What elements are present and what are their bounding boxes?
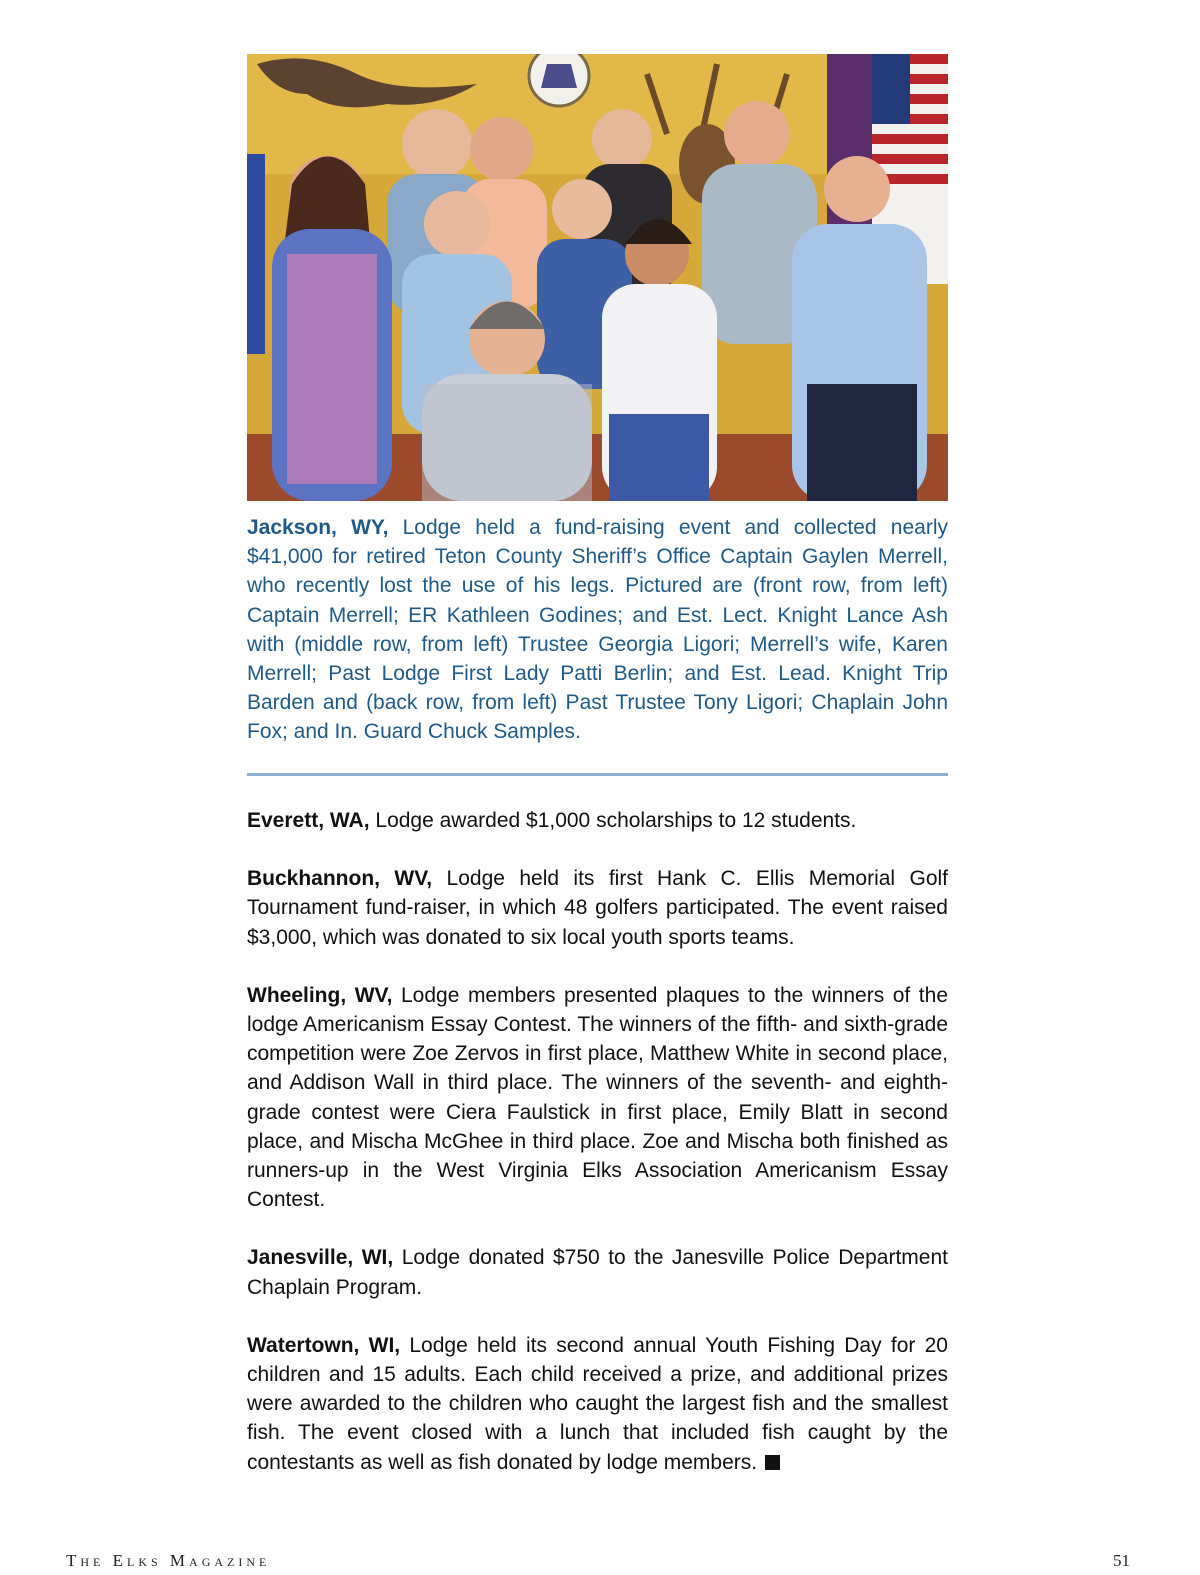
story-lead: Everett, WA, bbox=[247, 809, 370, 832]
caption-text: Lodge held a fund-raising event and collected nearly $41,000 for retired Teton County Sheriff’s Office Captain Gaylen Merrell, who recently lost the use of his legs. Pictured are (front row, from left) Captain Merrell; ER Kathleen Godines; and Est. Lect. Knight Lance Ash with (middle row, from left) Trustee Georgia Ligori; Merrell’s wife, Karen Merrell; Past Lodge First Lady Patti Berlin; and Est. Lead. Knight Trip Barden and (back row, from left) Past Trustee Tony Ligori; Chaplain John Fox; and In. Guard Chuck Samples. bbox=[247, 516, 948, 744]
section-divider bbox=[247, 773, 948, 776]
story-lead: Janesville, WI, bbox=[247, 1246, 394, 1270]
story-lead: Wheeling, WV, bbox=[247, 983, 393, 1007]
story-watertown bbox=[247, 1331, 948, 1477]
story-lead: Buckhannon, WV, bbox=[247, 867, 433, 891]
story-text: Lodge held its first Hank C. Ellis Memorial Golf Tournament fund-raiser, in which 48 golfers participated. The event raised $3,000, which was donated to six local youth sports teams. bbox=[247, 867, 949, 949]
story-lead: Watertown, WI, bbox=[247, 1333, 401, 1357]
story-janesville bbox=[247, 1243, 948, 1301]
group-photo-illustration bbox=[247, 54, 948, 501]
page-number: 51 bbox=[1113, 1551, 1130, 1570]
end-mark-icon bbox=[765, 1455, 780, 1470]
caption-lead: Jackson, WY, bbox=[247, 516, 389, 539]
story-text: Lodge members presented plaques to the winners of the lodge Americanism Essay Contest. The winners of the fifth- and sixth-grade competition were Zoe Zervos in first place, Matthew White in second place, and Addison Wall in third place. The winners of the seventh- and eighth-grade contest were Ciera Faulstick in first place, Emily Blatt in second place, and Mischa McGhee in third place. Zoe and Mischa both finished as runners-up in the West Virginia Elks Association Americanism Essay Contest. bbox=[247, 983, 949, 1212]
story-wheeling bbox=[247, 981, 948, 1215]
magazine-title: The Elks Magazine bbox=[66, 1551, 271, 1570]
story-everett bbox=[247, 806, 948, 835]
story-list bbox=[247, 806, 948, 1506]
story-text: Lodge awarded $1,000 scholarships to 12 students. bbox=[375, 809, 857, 832]
story-text: Lodge donated $750 to the Janesville Police Department Chaplain Program. bbox=[247, 1246, 948, 1299]
group-photo bbox=[247, 54, 948, 501]
story-buckhannon bbox=[247, 864, 948, 952]
photo-caption bbox=[247, 513, 948, 747]
story-text: Lodge held its second annual Youth Fishing Day for 20 children and 15 adults. Each child received a prize, and additional prizes were awarded to the children who caught the largest fish and the smallest fish. The event closed with a lunch that included fish caught by the contestants as well as fish donated by lodge members. bbox=[247, 1333, 948, 1474]
